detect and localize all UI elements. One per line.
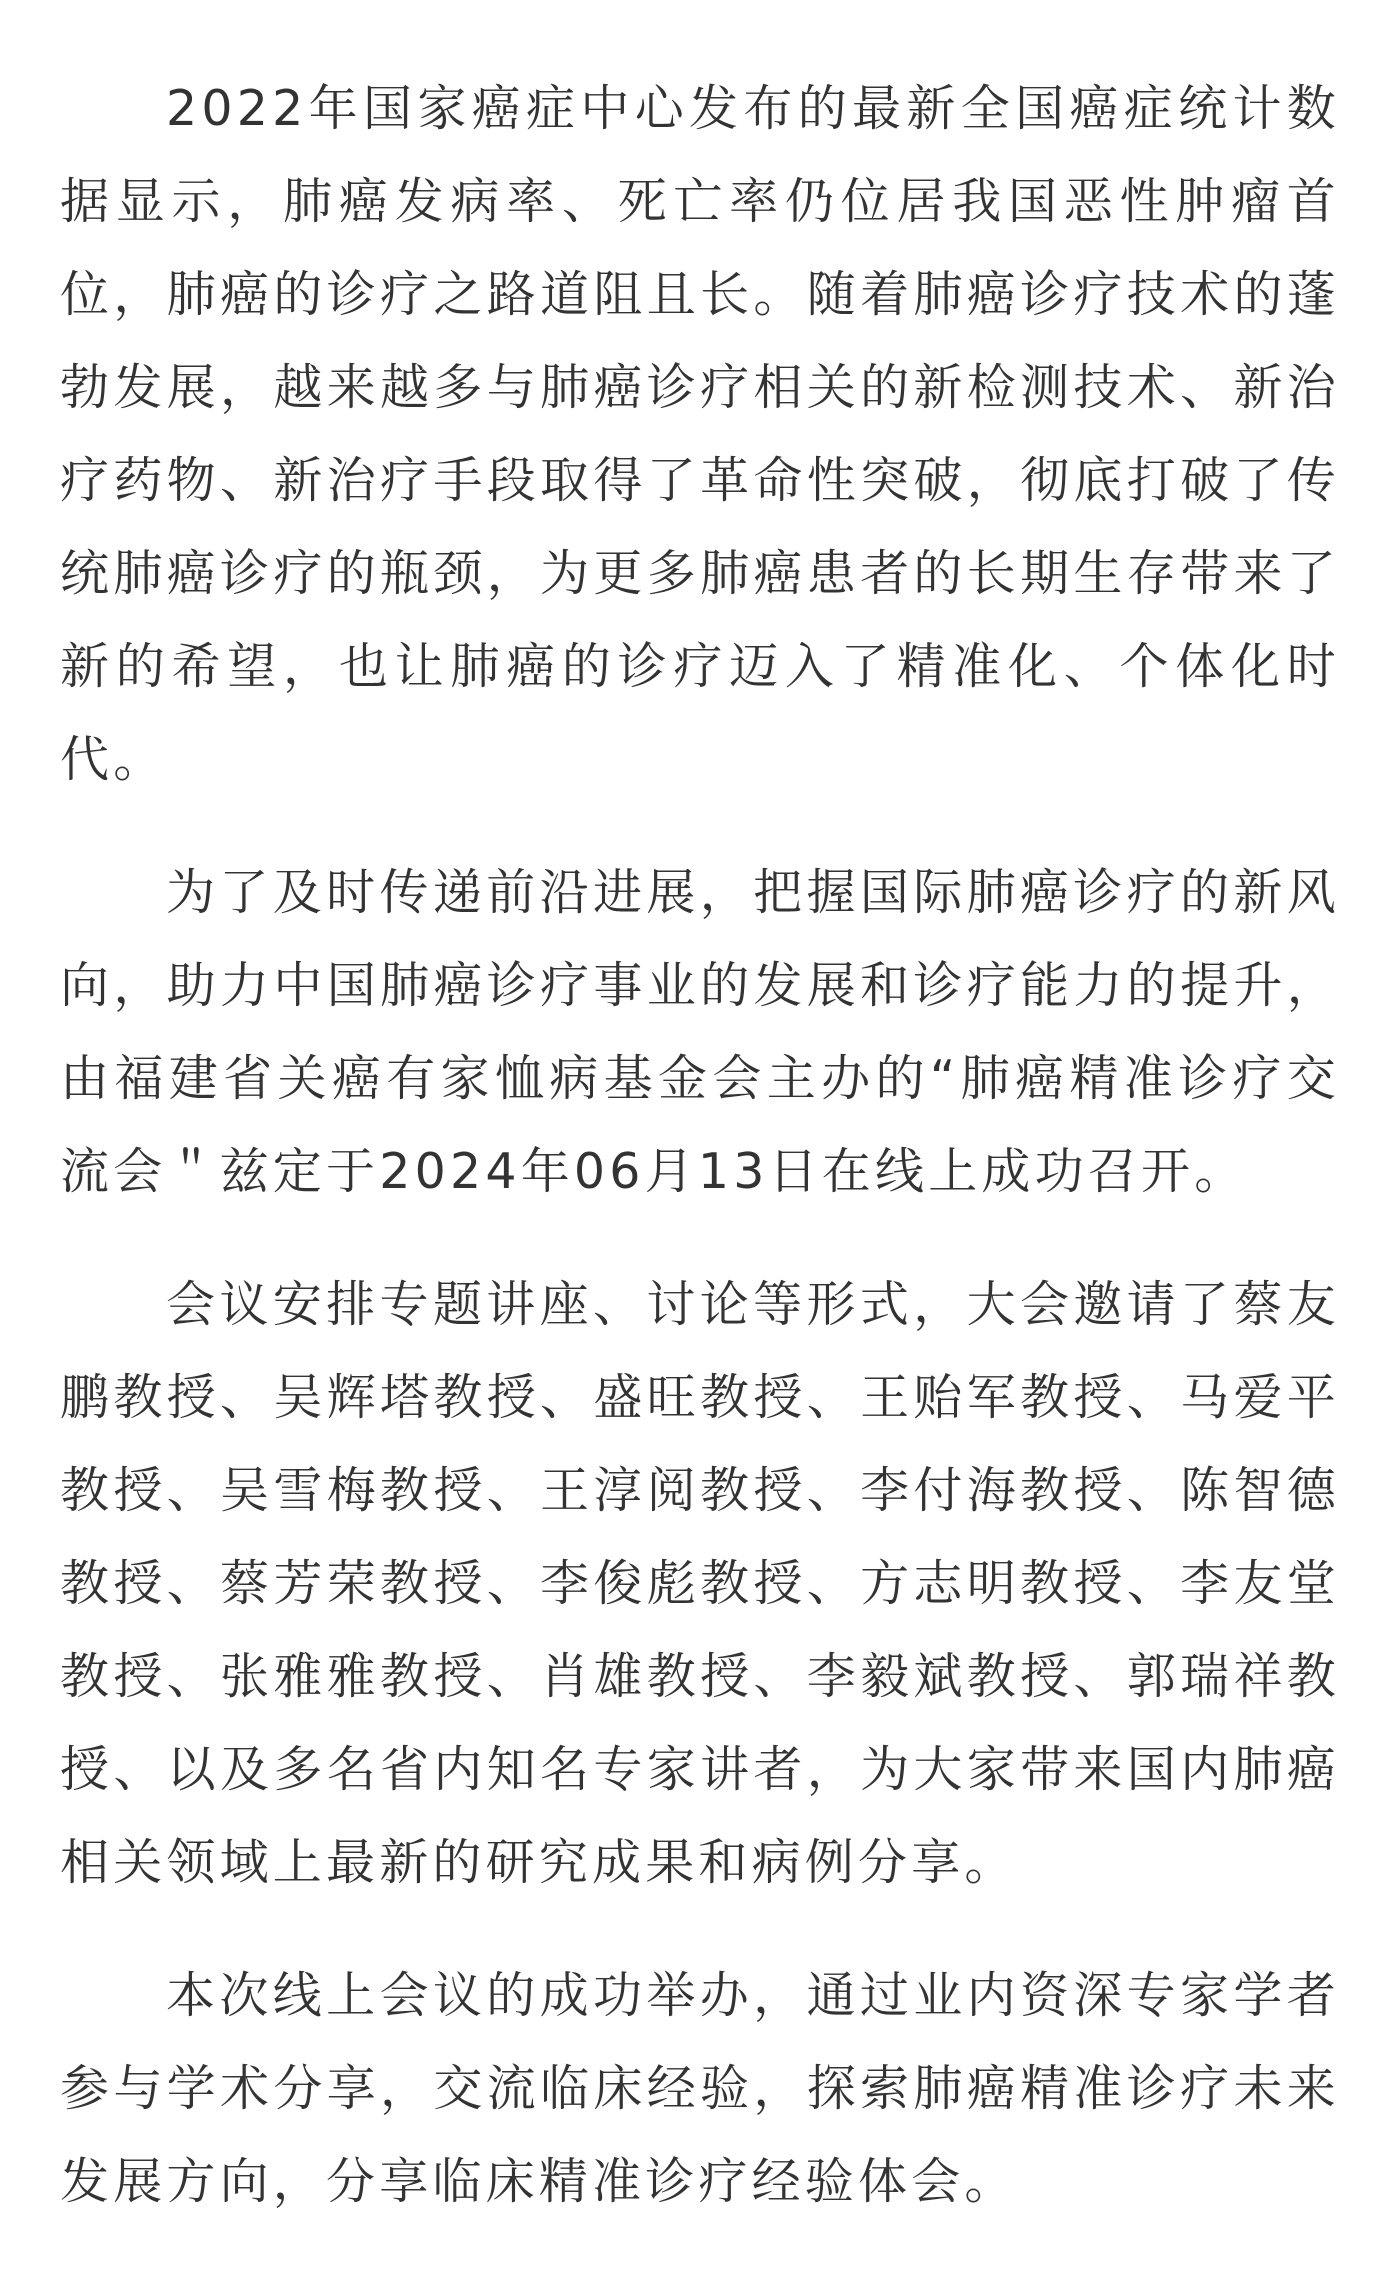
paragraph-speakers: 会议安排专题讲座、讨论等形式，大会邀请了蔡友鹏教授、吴辉塔教授、盛旺教授、王贻军教授、马爱平教授、吴雪梅教授、王淳阅教授、李付海教授、陈智德教授、蔡芳荣教授、李俊彪教授、方志明教授、李友堂教授、张雅雅教授、肖雄教授、李毅斌教授、郭瑞祥教授、以及多名省内知名专家讲者，为大家带来国内肺癌相关领域上最新的研究成果和病例分享。 [60, 1276, 1340, 1891]
paragraph-conclusion: 本次线上会议的成功举办，通过业内资深专家学者参与学术分享，交流临床经验，探索肺癌精准诊疗未来发展方向，分享临床精准诊疗经验体会。 [60, 1967, 1340, 2210]
article-body [60, 62, 1340, 2228]
paragraph-background: 2022年国家癌症中心发布的最新全国癌症统计数据显示，肺癌发病率、死亡率仍位居我国恶性肿瘤首位，肺癌的诊疗之路道阻且长。随着肺癌诊疗技术的蓬勃发展，越来越多与肺癌诊疗相关的新检测技术、新治疗药物、新治疗手段取得了革命性突破，彻底打破了传统肺癌诊疗的瓶颈，为更多肺癌患者的长期生存带来了新的希望，也让肺癌的诊疗迈入了精准化、个体化时代。 [60, 80, 1340, 788]
paragraph-meeting-announcement: 为了及时传递前沿进展，把握国际肺癌诊疗的新风向，助力中国肺癌诊疗事业的发展和诊疗能力的提升，由福建省关癌有家恤病基金会主办的“肺癌精准诊疗交流会＂兹定于2024年06月13日在线上成功召开。 [60, 864, 1340, 1200]
